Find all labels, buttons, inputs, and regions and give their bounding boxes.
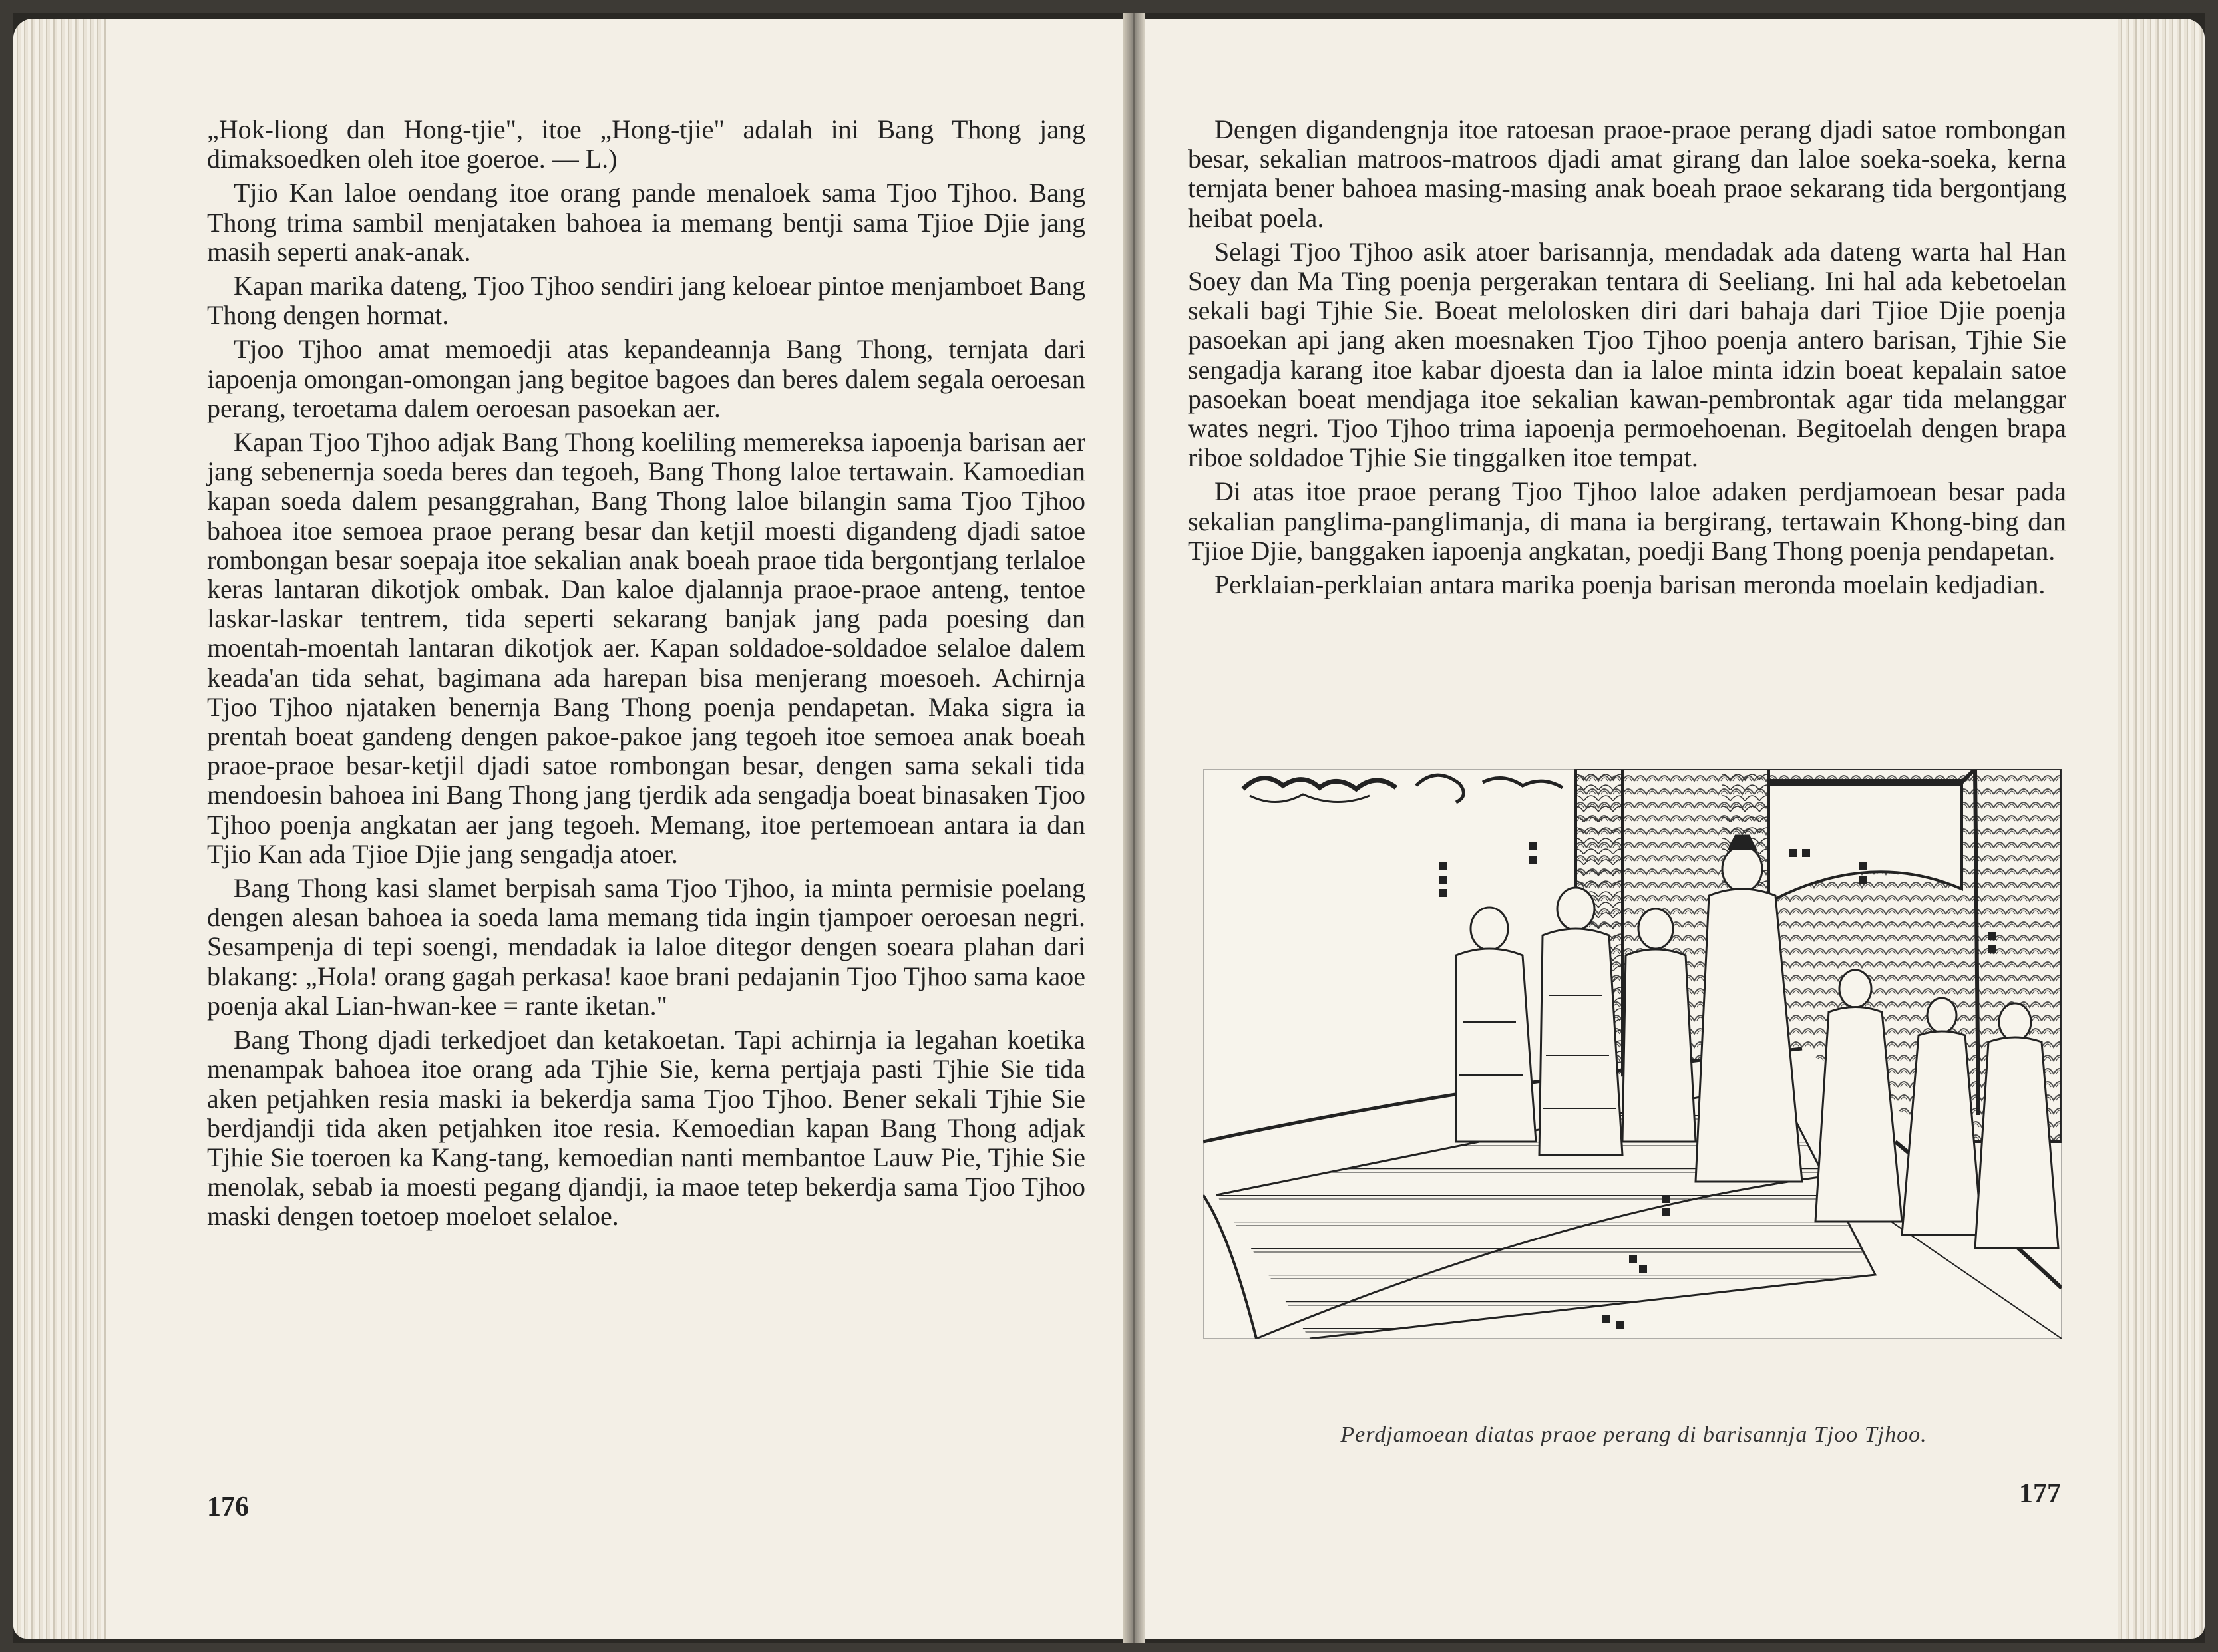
paragraph: Bang Thong djadi terkedjoet dan ketakoetan. Tapi achirnja ia legahan koetika menampak bahoea itoe orang ada Tjhie Sie, kerna pertjaja pasti Tjhie Sie tida aken petjahken resia maski ia bekerdja sama Tjoo Tjhoo. Bener sekali Tjhie Sie berdjandji tida aken petjahken itoe resia. Kemoedian kapan Bang Thong adjak Tjhie Sie toeroen ka Kang-tang, kemoedian nanti membantoe Lauw Pie, Tjhie Sie menolak, sebab ia moesti pegang djandji, ia maoe tetep bekerdja sama Tjoo Tjhoo maski dengen toetoep moeloet selaloe. <box>207 1025 1085 1232</box>
paragraph: Dengen digandengnja itoe ratoesan praoe-praoe perang djadi satoe rombongan besar, sekalian matroos-matroos djadi amat girang dan laloe soeka-soeka, kerna ternjata bener bahoea masing-masing anak boeah praoe sekarang tida bergontjang heibat poela. <box>1188 114 2066 233</box>
paragraph: Bang Thong kasi slamet berpisah sama Tjoo Tjhoo, ia minta permisie poelang dengen alesan bahoea ia soeda lama memang tida ingin tjampoer oeroesan negri. Sesampenja di tepi soengi, mendadak ia laloe ditegor dengen soeara plahan dari blakang: „Hola! orang gagah perkasa! kaoe brani pedajanin Tjoo Tjhoo sama kaoe poenja akal Lian-hwan-kee = rante iketan." <box>207 873 1085 1021</box>
page-edges-left <box>13 19 106 1639</box>
right-page-text <box>1188 115 2066 604</box>
book-gutter <box>1123 13 1145 1643</box>
paragraph: „Hok-liong dan Hong-tjie", itoe „Hong-tjie" adalah ini Bang Thong jang dimaksoedken oleh itoe goeroe. — L.) <box>207 114 1085 174</box>
paragraph: Di atas itoe praoe perang Tjoo Tjhoo laloe adaken perdjamoean besar pada sekalian panglima-panglimanja, di mana ia bergirang, tertawain Khong-bing dan Tjioe Djie, banggaken iapoenja angkatan, poedji Bang Thong poenja pendapetan. <box>1188 476 2066 566</box>
woodcut-illustration <box>1203 769 2062 1339</box>
page-number-left: 176 <box>207 1492 249 1522</box>
left-page <box>13 19 1123 1639</box>
open-book <box>13 13 2205 1643</box>
paragraph: Tjoo Tjhoo amat memoedji atas kepandeannja Bang Thong, ternjata dari iapoenja omongan-omongan jang begitoe bagoes dan beres dalem segala oeroesan perang, teroetama dalem oeroesan pasoekan aer. <box>207 334 1085 423</box>
paragraph: Kapan Tjoo Tjhoo adjak Bang Thong koeliling memereksa iapoenja barisan aer jang sebenernja soeda beres dan tegoeh, Bang Thong laloe tertawain. Kamoedian kapan soeda dalem pesanggrahan, Bang Thong laloe bilangin sama Tjoo Tjhoo bahoea itoe semoea praoe perang besar dan ketjil moesti digandeng djadi satoe rombongan besar soepaja itoe sekalian anak boeah praoe tida bergontjang terlaloe keras lantaran dikotjok ombak. Dan kaloe djalannja praoe-praoe anteng, tentoe laskar-laskar tentrem, tida seperti sekarang banjak jang pada poesing dan moentah-moentah lantaran dikotjok aer. Kapan soldadoe-soldadoe selaloe dalem keada'an tida sehat, bagimana ada harepan bisa menjerang moesoeh. Achirnja Tjoo Tjhoo njataken benernja Bang Thong poenja pendapetan. Maka sigra ia prentah boeat gandeng dengen pakoe-pakoe jang tegoeh itoe semoea anak boeah praoe-praoe besar-ketjil djadi satoe rombongan besar, dengen sama sekali tida mendoesin bahoea ini Bang Thong jang tjerdik ada sengadja boeat binasaken Tjoo Tjhoo poenja angkatan aer jang tegoeh. Memang, itoe pertemoean antara ia dan Tjio Kan ada Tjioe Djie jang sengadja atoer. <box>207 427 1085 869</box>
right-page <box>1145 19 2205 1639</box>
cloud-scroll-icon <box>1243 775 1563 802</box>
page-number-right: 177 <box>2019 1478 2061 1509</box>
paragraph: Tjio Kan laloe oendang itoe orang pande menaloek sama Tjoo Tjhoo. Bang Thong trima sambil menjataken bahoea ia memang bentji sama Tjioe Djie jang masih seperti anak-anak. <box>207 178 1085 267</box>
paragraph: Selagi Tjoo Tjhoo asik atoer barisannja, mendadak ada dateng warta hal Han Soey dan Ma Ting poenja pergerakan tentara di Seeliang. Ini hal ada kebetoelan sekali bagi Tjhie Sie. Boeat melolosken diri dari bahaja dari Tjioe Djie poenja pasoekan api jang aken moesnaken Tjoo Tjhoo poenja antero barisan, Tjhie Sie sengadja karang itoe kabar djoesta dan ia laloe minta idzin boeat kepalain satoe pasoekan boeat mendjaga itoe sekalian kawan-pembrontak agar tida melanggar wates negri. Tjoo Tjhoo trima iapoenja permoehoenan. Begitoelah dengen brapa riboe soldadoe Tjhie Sie tinggalken itoe tempat. <box>1188 236 2066 473</box>
page-edges-right <box>2118 19 2205 1639</box>
illustration-caption: Perdjamoean diatas praoe perang di barisannja Tjoo Tjhoo. <box>1340 1422 1927 1447</box>
paragraph: Perklaian-perklaian antara marika poenja barisan meronda moelain kedjadian. <box>1214 570 2046 600</box>
paragraph: Kapan marika dateng, Tjoo Tjhoo sendiri jang keloear pintoe menjamboet Bang Thong dengen hormat. <box>207 271 1085 331</box>
left-page-text <box>207 115 1085 1236</box>
